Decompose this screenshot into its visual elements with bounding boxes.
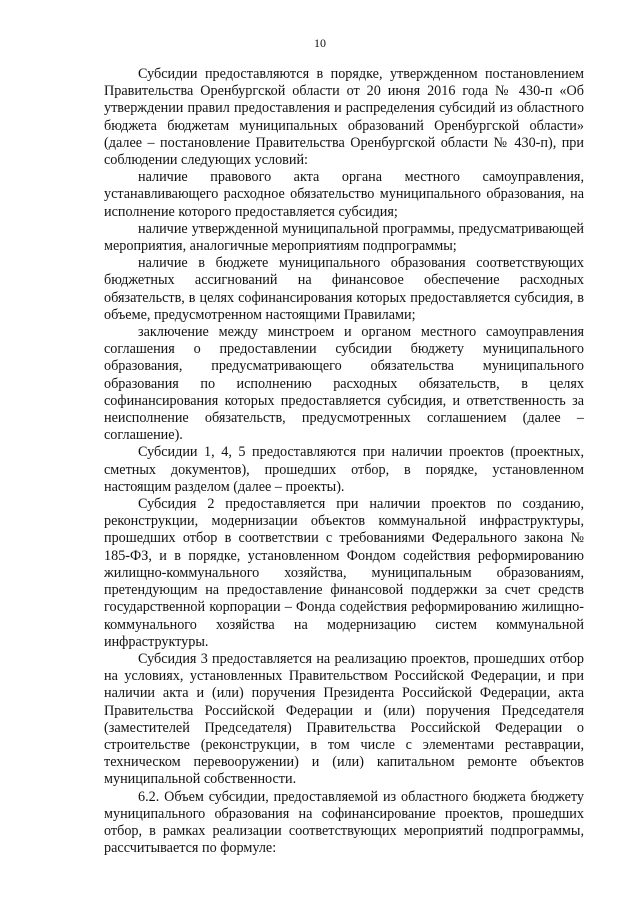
paragraph-subsidy-3: Субсидия 3 предоставляется на реализацию проектов, прошедших отбор на условиях, установленных Правительством Российской Федерации, и при наличии акта и (или) поручения Президента Российской Федерации, акта Правительства Российской Федерации и (или) поручения Председателя (заместителей Председателя) Правительства Российской Федерации о строительстве (реконструкции, в том числе с элементами реставрации, техническом перевооружении) и (или) капитальном ремонте объектов муниципальной собственности. (104, 650, 584, 788)
paragraph-subsidies-1-4-5: Субсидии 1, 4, 5 предоставляются при наличии проектов (проектных, сметных документов), прошедших отбор, в порядке, установленном настоящим разделом (далее – проекты). (104, 444, 584, 495)
paragraph-condition-municipal-program: наличие утвержденной муниципальной программы, предусматривающей мероприятия, аналогичные мероприятиям подпрограммы; (104, 220, 584, 255)
paragraph-subsidy-2: Субсидия 2 предоставляется при наличии проектов по созданию, реконструкции, модернизации объектов коммунальной инфраструктуры, прошедших отбор в соответствии с требованиями Федерального закона № 185-ФЗ, и в порядке, установленном Фондом содействия реформированию жилищно-коммунального хозяйства, муниципальным образованиям, претендующим на предоставление финансовой поддержки за счет средств государственной корпорации – Фонда содействия реформированию жилищно-коммунального хозяйства на модернизацию систем коммунальной инфраструктуры. (104, 496, 584, 650)
document-body (104, 66, 584, 857)
paragraph-condition-budget-allocations: наличие в бюджете муниципального образования соответствующих бюджетных ассигнований на финансовое обеспечение расходных обязательств, в целях софинансирования которых предоставляется субсидия, в объеме, предусмотренном настоящими Правилами; (104, 255, 584, 323)
paragraph-subsidy-procedure: Субсидии предоставляются в порядке, утвержденном постановлением Правительства Оренбургской области от 20 июня 2016 года № 430-п «Об утверждении правил предоставления и распределения субсидий из областного бюджета бюджетам муниципальных образований Оренбургской области» (далее – постановление Правительства Оренбургской области № 430-п), при соблюдении следующих условий: (104, 66, 584, 169)
page-number: 10 (314, 36, 326, 50)
paragraph-section-6-2: 6.2. Объем субсидии, предоставляемой из областного бюджета бюджету муниципального образования на софинансирование проектов, прошедших отбор, в рамках реализации соответствующих мероприятий подпрограммы, рассчитывается по формуле: (104, 788, 584, 857)
paragraph-condition-agreement: заключение между минстроем и органом местного самоуправления соглашения о предоставлении субсидии бюджету муниципального образования, предусматривающего обязательства муниципального образования по исполнению расходных обязательств, в целях софинансирования которых предоставляется субсидия, и ответственность за неисполнение обязательств, предусмотренных соглашением (далее – соглашение). (104, 324, 584, 444)
paragraph-condition-legal-act: наличие правового акта органа местного самоуправления, устанавливающего расходное обязательство муниципального образования, на исполнение которого предоставляется субсидия; (104, 169, 584, 220)
